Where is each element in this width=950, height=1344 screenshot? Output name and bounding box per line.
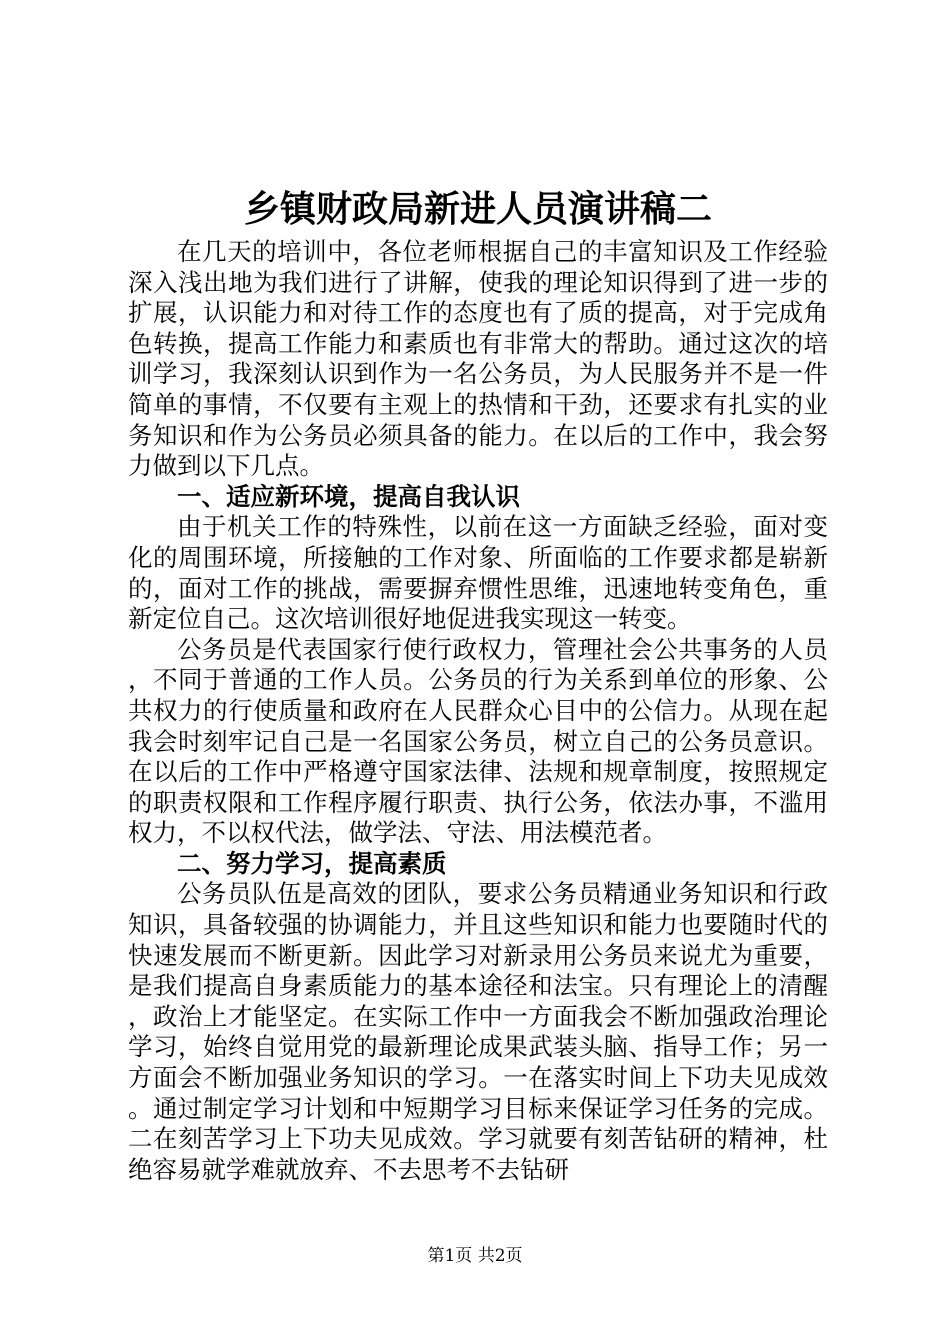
paragraph-section2-a: 公务员队伍是高效的团队，要求公务员精通业务知识和行政知识，具备较强的协调能力，并且这些知识和能力也要随时代的快速发展而不断更新。因此学习对新录用公务员来说尤为重要，是我们提高自身素质能力的基本途径和法宝。只有理论上的清醒，政治上才能坚定。在实际工作中一方面我会不断加强政治理论学习，始终自觉用党的最新理论成果武装头脑、指导工作；另一方面会不断加强业务知识的学习。一在落实时间上下功夫见成效。通过制定学习计划和中短期学习目标来保证学习任务的完成。二在刻苦学习上下功夫见成效。学习就要有刻苦钻研的精神，杜绝容易就学难就放弃、不去思考不去钻研	[128, 879, 828, 1184]
document-body	[128, 237, 828, 1185]
document-title: 乡镇财政局新进人员演讲稿二	[243, 188, 712, 230]
section-heading-2: 二、努力学习，提高素质	[177, 848, 447, 878]
paragraph-section1-b: 公务员是代表国家行使行政权力，管理社会公共事务的人员，不同于普通的工作人员。公务员的行为关系到单位的形象、公共权力的行使质量和政府在人民群众心目中的公信力。从现在起我会时刻牢记自己是一名国家公务员，树立自己的公务员意识。在以后的工作中严格遵守国家法律、法规和规章制度，按照规定的职责权限和工作程序履行职责、执行公务，依法办事，不滥用权力，不以权代法，做学法、守法、用法模范者。	[128, 634, 828, 848]
paragraph-section1-a: 由于机关工作的特殊性，以前在这一方面缺乏经验，面对变化的周围环境，所接触的工作对象、所面临的工作要求都是崭新的，面对工作的挑战，需要摒弃惯性思维，迅速地转变角色，重新定位自己。这次培训很好地促进我实现这一转变。	[128, 512, 828, 634]
section-heading-1: 一、适应新环境，提高自我认识	[177, 481, 520, 511]
page-footer: 第1页 共2页	[427, 1246, 523, 1266]
paragraph-intro: 在几天的培训中，各位老师根据自己的丰富知识及工作经验深入浅出地为我们进行了讲解，使我的理论知识得到了进一步的扩展，认识能力和对待工作的态度也有了质的提高，对于完成角色转换，提高工作能力和素质也有非常大的帮助。通过这次的培训学习，我深刻认识到作为一名公务员，为人民服务并不是一件简单的事情，不仅要有主观上的热情和干劲，还要求有扎实的业务知识和作为公务员必须具备的能力。在以后的工作中，我会努力做到以下几点。	[128, 237, 828, 481]
